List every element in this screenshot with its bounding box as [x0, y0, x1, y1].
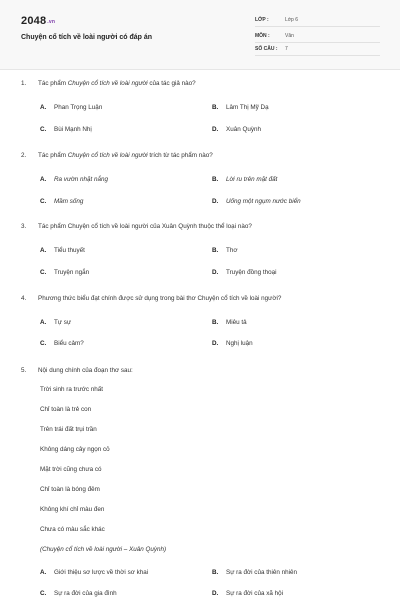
meta-grade-label: LỚP :: [255, 17, 269, 23]
option-text: Tự sự: [54, 319, 72, 326]
option-text: Ra vườn nhặt nắng: [54, 176, 109, 183]
stem-text-end: của tác giả nào?: [147, 80, 196, 87]
option-letter: A.: [40, 176, 47, 183]
option-text: Thơ: [226, 247, 238, 254]
meta-subject-value: Văn: [285, 33, 294, 39]
meta-grade: [255, 15, 380, 27]
option-letter: D.: [212, 340, 219, 347]
question-number: 4.: [21, 295, 27, 302]
option-text: Truyện đồng thoại: [226, 269, 277, 276]
stem-emphasis: Chuyện cổ tích về loài người: [67, 80, 148, 87]
poem-line: Chưa có màu sắc khác: [40, 526, 105, 533]
option-letter: B.: [212, 176, 219, 183]
option-text: Biểu cảm?: [54, 340, 84, 347]
option-b[interactable]: [212, 176, 277, 183]
option-text: Truyện ngắn: [54, 269, 90, 276]
option-text: Lời ru trên mặt đất: [226, 176, 278, 183]
option-letter: C.: [40, 126, 47, 133]
option-letter: D.: [212, 269, 219, 276]
option-text: Phan Trọng Luận: [54, 104, 103, 111]
question-number: 1.: [21, 80, 27, 87]
option-letter: D.: [212, 126, 219, 133]
option-letter: B.: [212, 319, 219, 326]
stem-text-end: trích từ tác phẩm nào?: [147, 152, 213, 159]
option-c[interactable]: [40, 198, 83, 205]
logo-suffix: .vn: [47, 19, 56, 25]
question-stem: [21, 367, 133, 374]
option-a[interactable]: [40, 247, 85, 254]
meta-count-value: 7: [285, 46, 288, 52]
poem-line: Chỉ toàn là bóng đêm: [40, 486, 100, 493]
option-letter: C.: [40, 269, 47, 276]
meta-count-label: SỐ CÂU :: [255, 46, 278, 52]
stem-text: Nội dung chính của đoạn thơ sau:: [38, 367, 133, 374]
option-d[interactable]: [212, 198, 301, 205]
option-text: Bùi Mạnh Nhị: [54, 126, 92, 133]
document-header: [0, 0, 400, 70]
stem-text: Phương thức biểu đạt chính được sử dụng trong bài thơ Chuyện cổ tích về loài người?: [38, 295, 282, 302]
logo-text: 2048: [21, 15, 47, 27]
option-d[interactable]: [212, 340, 253, 347]
option-letter: C.: [40, 198, 47, 205]
option-b[interactable]: [212, 569, 297, 576]
option-text: Sự ra đời của gia đình: [54, 590, 117, 597]
stem-text: Tác phẩm Chuyện cổ tích về loài người của Xuân Quỳnh thuộc thể loại nào?: [38, 223, 252, 230]
option-letter: C.: [40, 340, 47, 347]
stem-emphasis: Chuyện cổ tích về loài người: [67, 152, 148, 159]
question-stem: [21, 152, 213, 159]
option-text: Lâm Thị Mỹ Dạ: [226, 104, 269, 111]
option-text: Xuân Quỳnh: [226, 126, 262, 133]
option-text: Mầm sống: [54, 198, 84, 205]
poem-line: Không khí chỉ màu đen: [40, 506, 105, 513]
question-stem: [21, 80, 196, 87]
option-a[interactable]: [40, 569, 148, 576]
stem-text: Tác phẩm: [38, 80, 68, 87]
option-a[interactable]: [40, 104, 102, 111]
meta-subject: [255, 31, 380, 43]
option-letter: D.: [212, 590, 219, 597]
option-letter: B.: [212, 247, 219, 254]
option-c[interactable]: [40, 590, 117, 597]
option-a[interactable]: [40, 176, 108, 183]
option-d[interactable]: [212, 126, 261, 133]
option-letter: B.: [212, 104, 219, 111]
option-text: Miêu tả: [226, 319, 247, 326]
question-number: 2.: [21, 152, 27, 159]
option-letter: A.: [40, 319, 47, 326]
meta-grade-value: Lớp 6: [285, 17, 299, 23]
option-text: Sự ra đời của thiên nhiên: [226, 569, 298, 576]
poem-line: Trời sinh ra trước nhất: [40, 386, 103, 393]
stem-text: Tác phẩm: [38, 152, 68, 159]
option-b[interactable]: [212, 104, 269, 111]
document-title: Chuyện cổ tích về loài người có đáp án: [21, 34, 153, 41]
poem-line: Chỉ toàn là trẻ con: [40, 406, 92, 413]
option-letter: A.: [40, 104, 47, 111]
option-a[interactable]: [40, 319, 71, 326]
option-text: Giới thiệu sơ lược về thời sơ khai: [54, 569, 149, 576]
option-d[interactable]: [212, 269, 277, 276]
poem-line: Không dáng cây ngọn cỏ: [40, 446, 110, 453]
meta-subject-label: MÔN :: [255, 33, 270, 39]
option-c[interactable]: [40, 269, 89, 276]
option-text: Tiểu thuyết: [54, 247, 85, 254]
question-stem: [21, 223, 252, 230]
option-d[interactable]: [212, 590, 283, 597]
option-text: Uống một ngụm nước biển: [226, 198, 301, 205]
option-letter: D.: [212, 198, 219, 205]
meta-question-count: [255, 44, 380, 56]
poem-line: Trên trái đất trụi trần: [40, 426, 97, 433]
option-letter: A.: [40, 247, 47, 254]
option-c[interactable]: [40, 340, 84, 347]
option-letter: A.: [40, 569, 47, 576]
option-b[interactable]: [212, 247, 237, 254]
option-b[interactable]: [212, 319, 247, 326]
question-number: 3.: [21, 223, 27, 230]
question-stem: [21, 295, 281, 302]
option-letter: C.: [40, 590, 47, 597]
poem-line: Mặt trời cũng chưa có: [40, 466, 102, 473]
site-logo[interactable]: [21, 15, 55, 27]
option-text: Nghị luận: [226, 340, 253, 347]
poem-source: (Chuyện cổ tích về loài người – Xuân Quỳnh): [40, 546, 167, 553]
question-number: 5.: [21, 367, 27, 374]
option-c[interactable]: [40, 126, 92, 133]
option-letter: B.: [212, 569, 219, 576]
option-text: Sự ra đời của xã hội: [226, 590, 283, 597]
